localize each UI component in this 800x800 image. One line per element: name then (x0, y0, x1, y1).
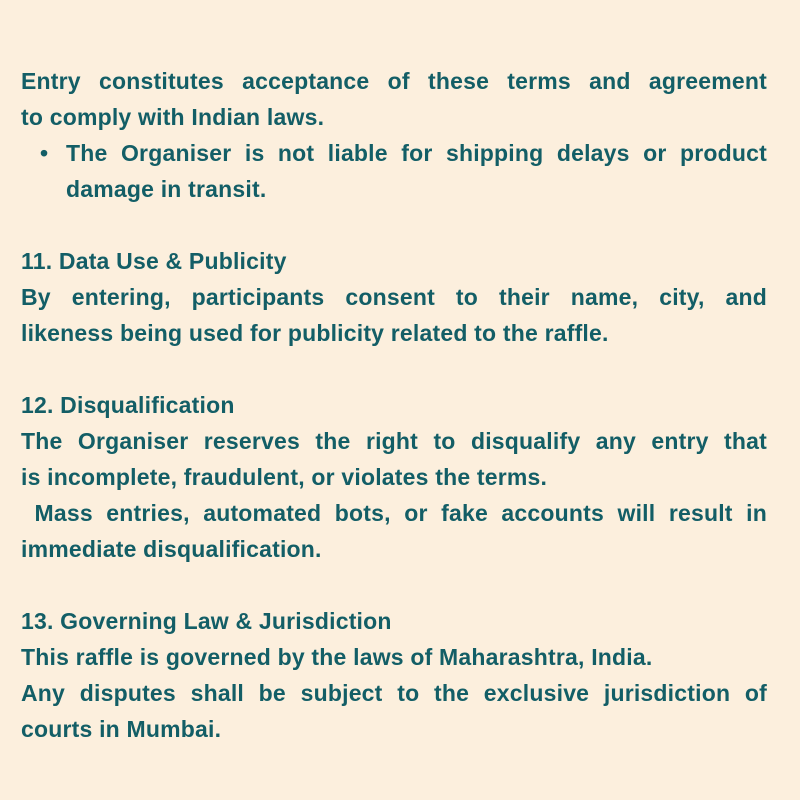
section-paragraph (21, 279, 767, 351)
bullet-icon: • (40, 140, 49, 166)
bullet-item (21, 135, 767, 207)
text-line: The Organiser reserves the right to disqualify any entry that (21, 428, 767, 454)
section-heading-governing-law: 13. Governing Law & Jurisdiction (21, 608, 392, 634)
section-heading-data-use: 11. Data Use & Publicity (21, 248, 287, 274)
text-line: courts in Mumbai. (21, 716, 222, 742)
text-line: This raffle is governed by the laws of Maharashtra, India. (21, 644, 653, 670)
section-paragraph (21, 423, 767, 567)
text-line: likeness being used for publicity related to the raffle. (21, 320, 609, 346)
intro-paragraph (21, 63, 767, 135)
text-line: Any disputes shall be subject to the exclusive jurisdiction of (21, 680, 767, 706)
text-line: is incomplete, fraudulent, or violates the terms. (21, 464, 548, 490)
text-line: to comply with Indian laws. (21, 104, 325, 130)
text-line: The Organiser is not liable for shipping delays or product (66, 140, 767, 166)
section-paragraph (21, 639, 767, 747)
section-heading-disqualification: 12. Disqualification (21, 392, 235, 418)
paragraph-spacer (21, 567, 767, 603)
text-line: damage in transit. (66, 176, 267, 202)
text-line: By entering, participants consent to their name, city, and (21, 284, 767, 310)
text-line: Mass entries, automated bots, or fake accounts will result in (21, 500, 767, 526)
bullet-text (66, 135, 767, 207)
paragraph-spacer (21, 351, 767, 387)
text-line: immediate disqualification. (21, 536, 322, 562)
text-line: Entry constitutes acceptance of these terms and agreement (21, 68, 767, 94)
paragraph-spacer (21, 207, 767, 243)
